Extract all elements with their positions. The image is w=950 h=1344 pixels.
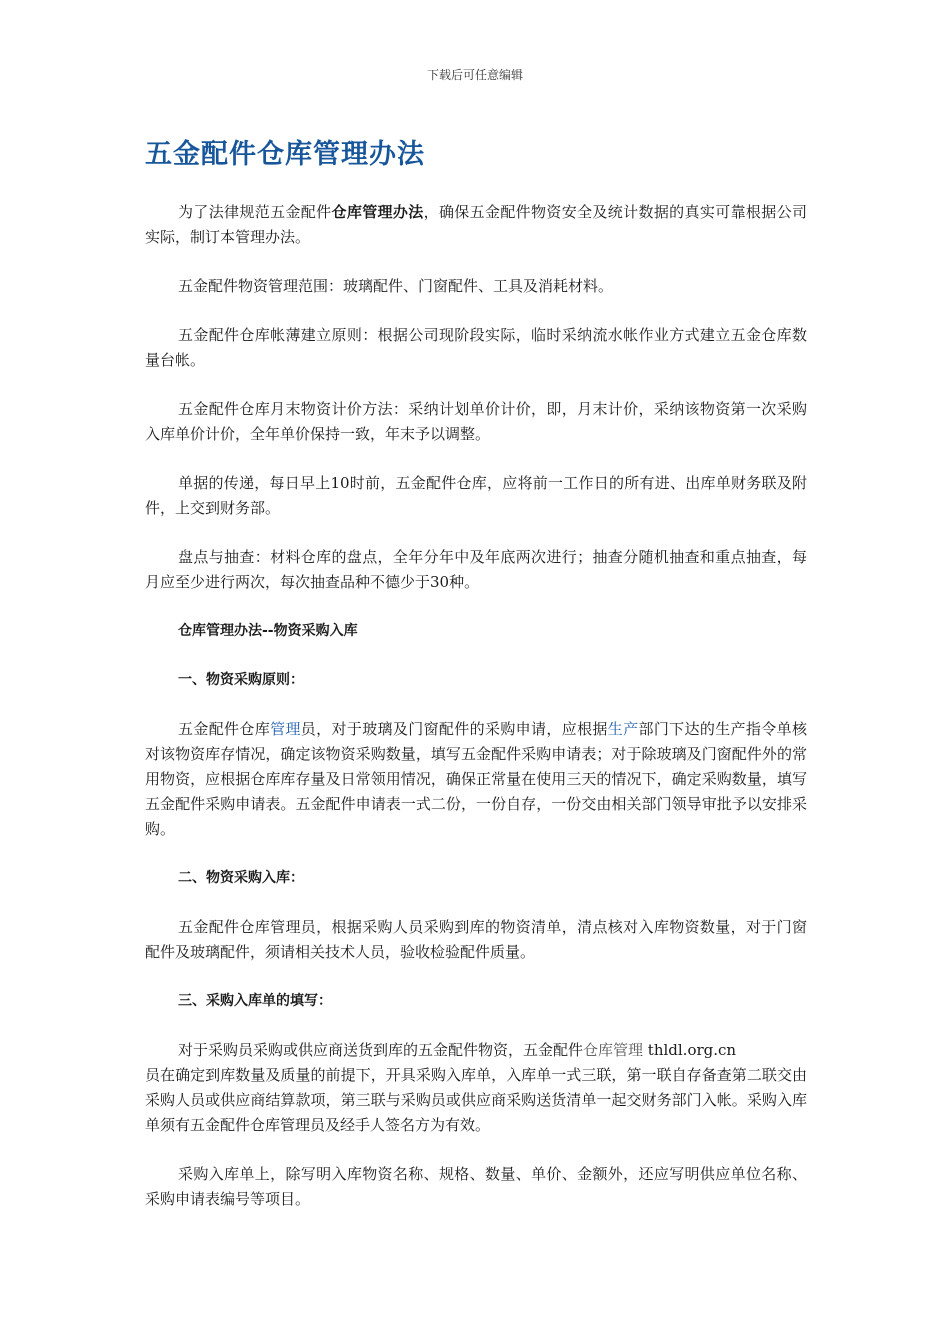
- heading-purchase-principle: 一、物资采购原则：: [178, 672, 304, 688]
- paragraph-documents: 单据的传递，每日早上10时前，五金配件仓库，应将前一工作日的所有进、出库单财务联及附件，上交到财务部。: [145, 474, 807, 517]
- heading-inbound-form: 三、采购入库单的填写：: [178, 993, 332, 1009]
- paragraph-inventory-check: 盘点与抽查：材料仓库的盘点，全年分年中及年底两次进行；抽查分随机抽查和重点抽查，每月应至少进行两次，每次抽查品种不德少于30种。: [145, 548, 807, 591]
- text: 五金配件仓库: [178, 720, 271, 738]
- url-text: thldl.org.cn: [643, 1041, 737, 1059]
- section-heading: 仓库管理办法--物资采购入库: [178, 623, 358, 639]
- paragraph-purchase-principle: [145, 717, 807, 842]
- heading-purchase-inbound: 二、物资采购入库：: [178, 870, 304, 886]
- text: 为了法律规范五金配件: [178, 203, 332, 221]
- paragraph-pricing: 五金配件仓库月末物资计价方法：采纳计划单价计价，即，月末计价，采纳该物资第一次采购入库单价计价，全年单价保持一致，年末予以调整。: [145, 400, 807, 443]
- text: 部门下达的生产指令单核对该物资库存情况，确定该物资采购数量，填写五金配件采购申请表；对于除玻璃及门窗配件外的常用物资，应根据仓库库存量及日常领用情况，确保正常量在使用三天的情况下，确定采购数量，填写五金配件采购申请表。五金配件申请表一式二份，一份自存，一份交由相关部门领导审批予以安排采购。: [145, 720, 807, 838]
- text: 对于采购员采购或供应商送货到库的五金配件物资，五金配件: [178, 1041, 584, 1059]
- paragraph-scope: 五金配件物资管理范围：玻璃配件、门窗配件、工具及消耗材料。: [178, 277, 614, 295]
- paragraph-purpose: [145, 200, 807, 250]
- bold-term: 仓库管理办法: [331, 203, 424, 221]
- document-title: 五金配件仓库管理办法: [145, 139, 425, 170]
- text: 员，对于玻璃及门窗配件的采购申请，应根据: [300, 720, 608, 738]
- link-production[interactable]: 生产: [607, 720, 639, 738]
- link-management[interactable]: 管理: [270, 720, 301, 738]
- text: 员在确定到库数量及质量的前提下，开具采购入库单，入库单一式三联，第一联自存备查第二联交由采购人员或供应商结算款项，第三联与采购员或供应商采购送货清单一起交财务部门入帐。采购入库单须有五金配件仓库管理员及经手人签名方为有效。: [145, 1066, 807, 1134]
- page-header-note: 下载后可任意编辑: [426, 68, 523, 82]
- link-warehouse-management[interactable]: 仓库管理: [583, 1041, 644, 1059]
- document-body: [145, 200, 807, 1236]
- paragraph-inbound-items: 采购入库单上，除写明入库物资名称、规格、数量、单价、金额外，还应写明供应单位名称、采购申请表编号等项目。: [145, 1165, 807, 1208]
- paragraph-inbound-form: [145, 1038, 807, 1138]
- paragraph-purchase-inbound: 五金配件仓库管理员，根据采购人员采购到库的物资清单，清点核对入库物资数量，对于门窗配件及玻璃配件，须请相关技术人员，验收检验配件质量。: [145, 918, 807, 961]
- paragraph-ledger: 五金配件仓库帐薄建立原则：根据公司现阶段实际，临时采纳流水帐作业方式建立五金仓库数量台帐。: [145, 326, 807, 369]
- text: ，确保五金配件物资安全及统计数据的真实可靠根据公司实际，制订本管理办法。: [145, 203, 807, 246]
